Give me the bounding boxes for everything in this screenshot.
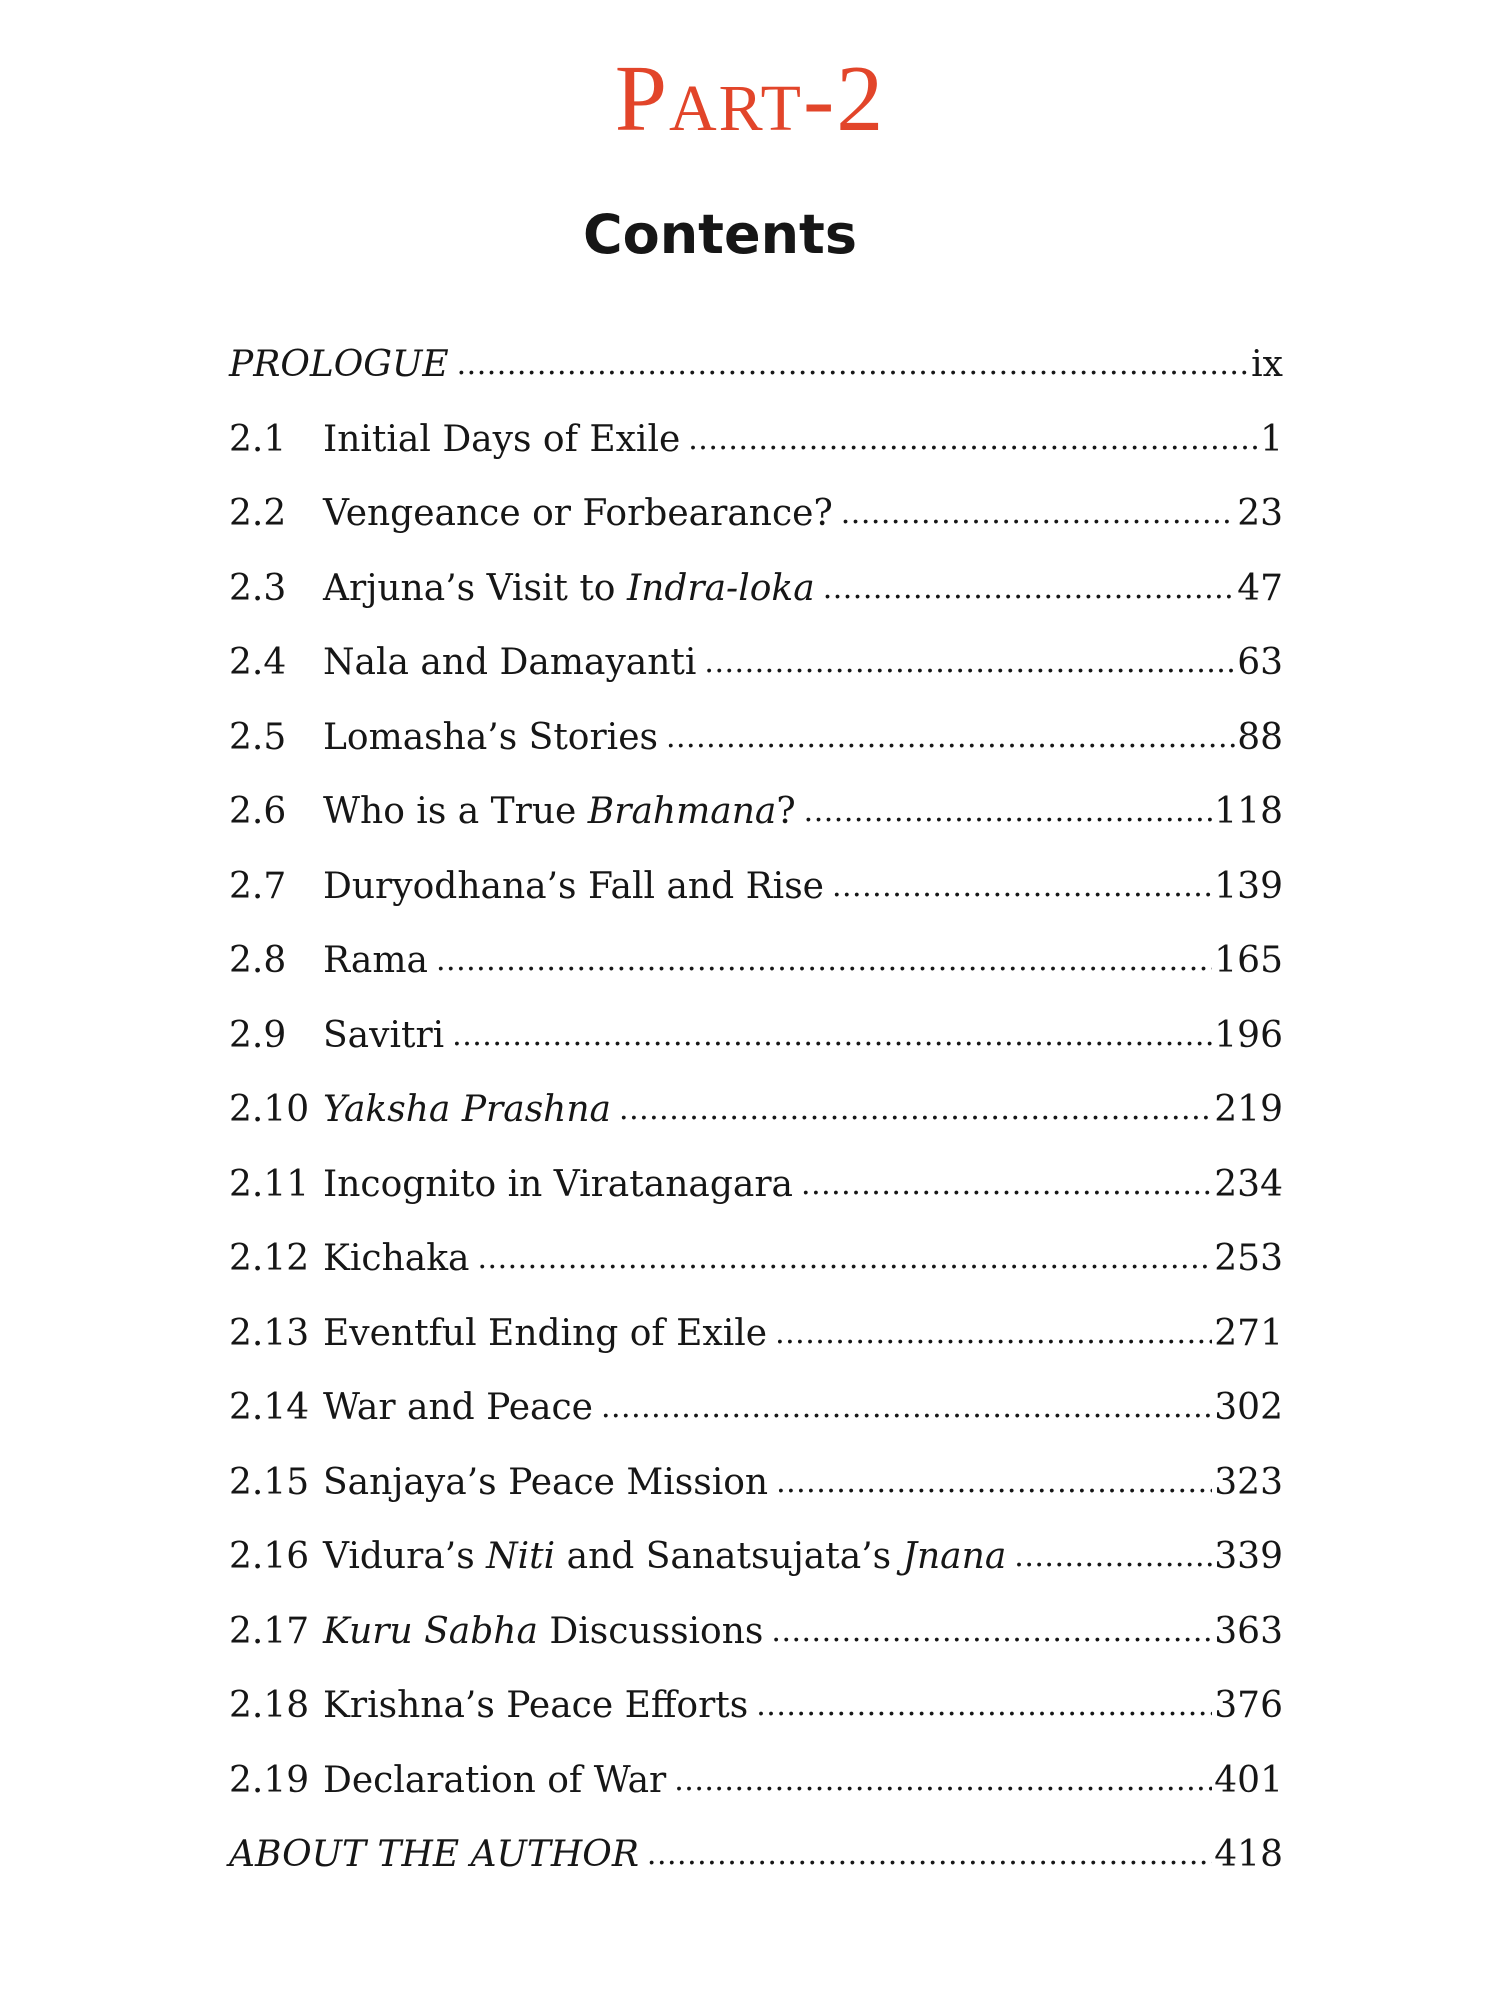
toc-entry-page-number: ix xyxy=(1251,344,1283,385)
toc-entry-number: 2.7 xyxy=(229,865,287,907)
toc-entry-title-segment: Arjuna’s Visit to xyxy=(323,567,627,609)
toc-entry-title xyxy=(323,1015,444,1056)
toc-entry-page-number: 165 xyxy=(1214,940,1283,981)
toc-entry xyxy=(229,1089,1283,1164)
toc-entry-number: 2.16 xyxy=(229,1536,310,1577)
toc-entry xyxy=(229,866,1283,941)
toc-entry xyxy=(229,1760,1283,1835)
toc-entry-title-segment: Incognito in Viratanagara xyxy=(323,1163,794,1205)
toc-entry-title xyxy=(323,940,428,981)
toc-entry-title-segment: ? xyxy=(776,791,796,832)
toc-entry-title xyxy=(229,344,449,385)
toc-entry-page-number: 23 xyxy=(1237,493,1283,534)
table-of-contents xyxy=(229,344,1283,1909)
toc-entry-title xyxy=(323,791,796,832)
toc-entry xyxy=(229,1015,1283,1090)
toc-entry xyxy=(229,940,1283,1015)
toc-entry-title-segment: Krishna’s Peace Efforts xyxy=(323,1685,749,1726)
toc-entry-page-number: 376 xyxy=(1214,1685,1283,1726)
dot-leader xyxy=(1014,1534,1212,1575)
dot-leader xyxy=(666,715,1235,756)
toc-entry-page-number: 63 xyxy=(1237,642,1283,683)
toc-entry-title-segment: Initial Days of Exile xyxy=(323,418,681,460)
toc-entry xyxy=(229,493,1283,568)
toc-entry-title-segment: Who is a True xyxy=(323,791,588,832)
toc-entry xyxy=(229,1611,1283,1686)
toc-entry-title xyxy=(323,493,833,534)
toc-entry-number: 2.14 xyxy=(229,1387,310,1428)
toc-entry-title xyxy=(323,1238,470,1279)
toc-entry xyxy=(229,1164,1283,1239)
dot-leader xyxy=(801,1162,1212,1203)
toc-entry-title xyxy=(323,1536,1006,1577)
toc-entry-page-number: 139 xyxy=(1214,865,1283,907)
toc-entry-title xyxy=(229,1834,639,1875)
toc-entry xyxy=(229,717,1283,792)
dot-leader xyxy=(674,1758,1212,1799)
toc-entry-title xyxy=(323,717,658,758)
toc-entry xyxy=(229,1387,1283,1462)
toc-entry-title xyxy=(323,866,824,907)
dot-leader xyxy=(775,1311,1212,1352)
part-title: Part-2 xyxy=(614,47,886,151)
dot-leader xyxy=(647,1832,1212,1873)
toc-entry-page-number: 196 xyxy=(1214,1014,1283,1056)
toc-entry-page-number: 401 xyxy=(1214,1759,1283,1801)
toc-entry-title-segment: Nala and Damayanti xyxy=(323,642,697,683)
toc-entry-page-number: 253 xyxy=(1214,1238,1283,1279)
toc-entry-number: 2.8 xyxy=(229,940,287,981)
toc-entry-title xyxy=(323,1313,767,1354)
toc-entry xyxy=(229,1313,1283,1388)
toc-entry-title-segment: Rama xyxy=(323,940,428,981)
toc-entry xyxy=(229,344,1283,419)
toc-entry-title-segment: Vengeance or Forbearance? xyxy=(323,493,833,534)
dot-leader xyxy=(832,864,1212,905)
toc-entry-page-number: 1 xyxy=(1260,418,1283,460)
toc-entry-title-segment: Indra-loka xyxy=(626,567,815,609)
toc-entry-page-number: 363 xyxy=(1214,1610,1283,1652)
dot-leader xyxy=(756,1683,1212,1724)
toc-entry-title-segment: Lomasha’s Stories xyxy=(323,716,658,758)
toc-entry xyxy=(229,1834,1283,1909)
toc-entry-title xyxy=(323,642,696,683)
toc-entry xyxy=(229,419,1283,494)
toc-entry-title xyxy=(323,1685,748,1726)
toc-entry-title-segment: Kuru Sabha xyxy=(323,1610,538,1652)
toc-entry-title xyxy=(323,1462,768,1503)
toc-entry xyxy=(229,642,1283,717)
dot-leader xyxy=(771,1609,1212,1650)
dot-leader xyxy=(704,640,1235,681)
toc-entry xyxy=(229,1536,1283,1611)
toc-entry-page-number: 234 xyxy=(1214,1163,1283,1205)
toc-entry-page-number: 88 xyxy=(1237,716,1283,758)
toc-entry-title-segment: Yaksha Prashna xyxy=(323,1089,612,1130)
dot-leader xyxy=(823,566,1235,607)
toc-entry-number: 2.15 xyxy=(229,1461,310,1503)
toc-entry-title-segment: Kichaka xyxy=(323,1238,470,1279)
toc-entry-title-segment: Savitri xyxy=(323,1014,445,1056)
toc-entry-page-number: 271 xyxy=(1214,1312,1283,1354)
toc-entry-number: 2.18 xyxy=(229,1685,310,1726)
toc-entry-title xyxy=(323,1760,666,1801)
dot-leader xyxy=(457,342,1250,383)
toc-entry-title-segment: and Sanatsujata’s xyxy=(555,1536,903,1577)
toc-entry xyxy=(229,791,1283,866)
toc-entry-title-segment: War and Peace xyxy=(323,1387,593,1428)
toc-entry-title xyxy=(323,1164,793,1205)
toc-entry-number: 2.1 xyxy=(229,418,287,460)
toc-entry xyxy=(229,1462,1283,1537)
toc-entry-number: 2.5 xyxy=(229,716,287,758)
toc-entry-number: 2.11 xyxy=(229,1163,310,1205)
toc-entry-page-number: 118 xyxy=(1214,791,1283,832)
toc-entry-page-number: 47 xyxy=(1237,567,1283,609)
toc-entry-number: 2.17 xyxy=(229,1610,310,1652)
dot-leader xyxy=(804,789,1213,830)
dot-leader xyxy=(452,1013,1212,1054)
toc-entry-title-segment: Jnana xyxy=(902,1536,1007,1577)
toc-entry-page-number: 219 xyxy=(1214,1089,1283,1130)
toc-entry-page-number: 339 xyxy=(1214,1536,1283,1577)
toc-entry-title-segment: Sanjaya’s Peace Mission xyxy=(323,1461,769,1503)
toc-entry-title xyxy=(323,1089,611,1130)
toc-entry xyxy=(229,568,1283,643)
toc-entry-number: 2.10 xyxy=(229,1089,310,1130)
toc-entry-title-segment: Discussions xyxy=(537,1610,764,1652)
toc-entry-number: 2.9 xyxy=(229,1014,287,1056)
toc-entry-title xyxy=(323,1387,593,1428)
toc-entry-number: 2.3 xyxy=(229,567,287,609)
toc-entry-title-segment: Vidura’s xyxy=(323,1536,487,1577)
toc-entry-title-segment: Niti xyxy=(486,1536,556,1577)
toc-entry-number: 2.13 xyxy=(229,1312,310,1354)
toc-entry-title-segment: Duryodhana’s Fall and Rise xyxy=(323,865,824,907)
dot-leader xyxy=(601,1385,1212,1426)
dot-leader xyxy=(776,1460,1212,1501)
toc-entry-title-segment: ABOUT THE AUTHOR xyxy=(229,1834,639,1875)
toc-entry-page-number: 418 xyxy=(1214,1834,1283,1875)
toc-entry xyxy=(229,1685,1283,1760)
dot-leader xyxy=(436,938,1212,979)
toc-entry-title-segment: PROLOGUE xyxy=(229,344,449,385)
toc-entry-number: 2.2 xyxy=(229,493,287,534)
toc-entry-title xyxy=(323,568,815,609)
toc-entry-title-segment: Declaration of War xyxy=(323,1759,667,1801)
toc-entry-page-number: 323 xyxy=(1214,1461,1283,1503)
dot-leader xyxy=(619,1087,1212,1128)
dot-leader xyxy=(841,491,1235,532)
dot-leader xyxy=(688,417,1258,458)
toc-entry-title-segment: Brahmana xyxy=(587,791,777,832)
toc-entry-number: 2.4 xyxy=(229,642,287,683)
dot-leader xyxy=(478,1236,1213,1277)
toc-entry-number: 2.19 xyxy=(229,1759,310,1801)
contents-heading: Contents xyxy=(582,203,857,266)
toc-entry-number: 2.12 xyxy=(229,1238,310,1279)
toc-entry xyxy=(229,1238,1283,1313)
toc-entry-title xyxy=(323,1611,763,1652)
toc-entry-title xyxy=(323,419,680,460)
toc-entry-title-segment: Eventful Ending of Exile xyxy=(323,1312,768,1354)
toc-entry-number: 2.6 xyxy=(229,791,287,832)
toc-entry-page-number: 302 xyxy=(1214,1387,1283,1428)
